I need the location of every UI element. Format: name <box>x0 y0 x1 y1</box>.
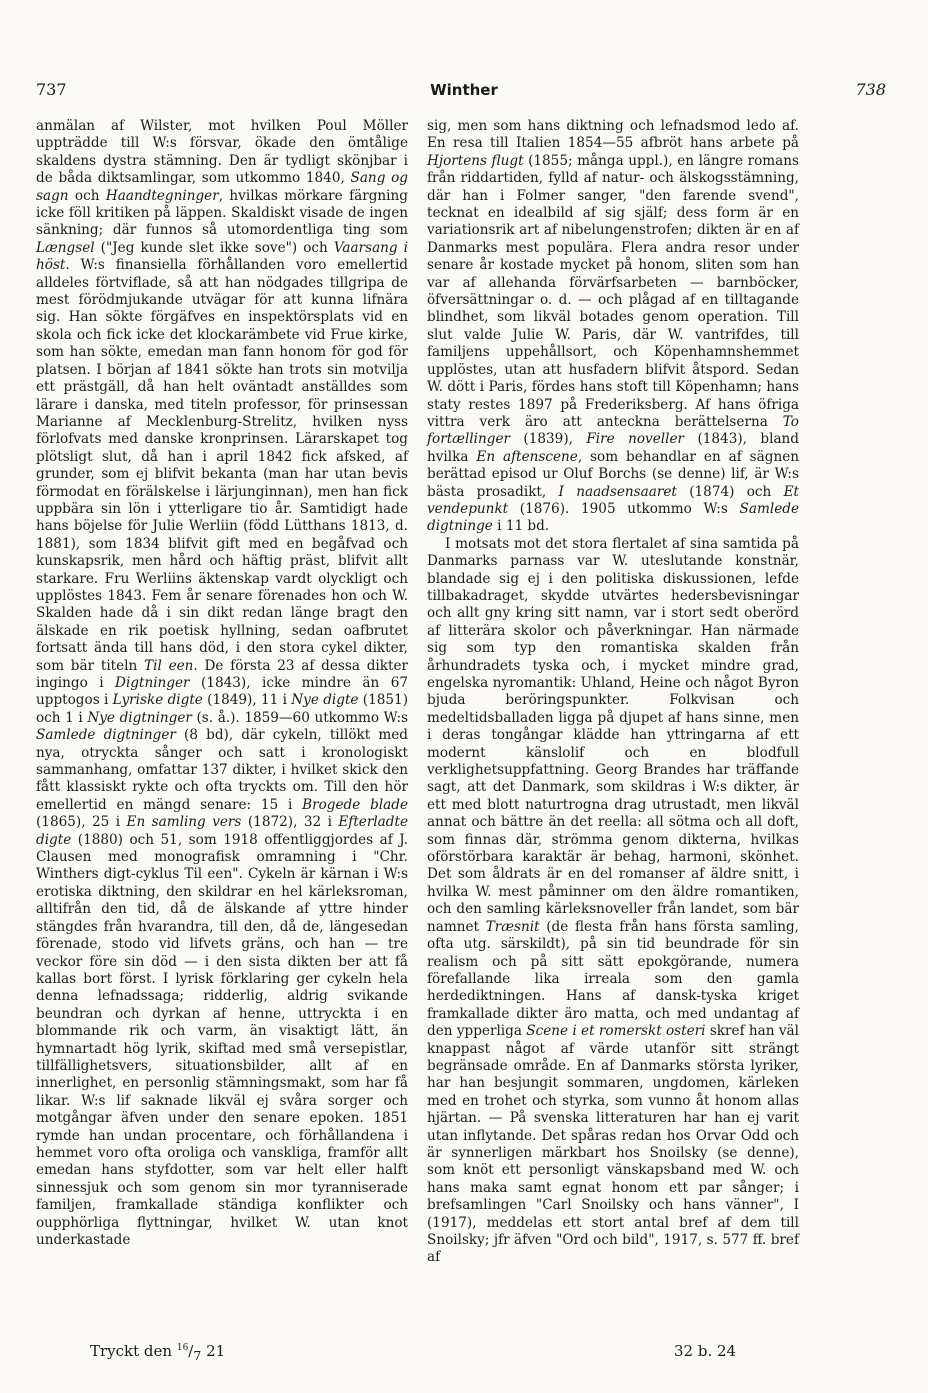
text-run: (8 bd), där cykeln, tillökt med nya, otryckta sånger och satt i kronologiskt sammanhang, omfattar 137 dikter, i hvilket skick den fått klassiskt rykte och ofta tryckts om. Till den hör emellertid en mängd senare: 15 i <box>36 727 408 813</box>
text-run: (1876). 1905 utkommo W:s <box>508 500 740 517</box>
page-number-left: 737 <box>36 80 67 99</box>
italic-title: To fortællinger <box>427 413 799 448</box>
italic-title: En aftenscene <box>476 448 578 465</box>
text-run: (1872), 32 i <box>241 814 339 831</box>
text-column-right <box>427 118 799 1267</box>
text-run: (1874) och <box>676 483 784 500</box>
text-column-left <box>36 118 408 1249</box>
italic-title: Haandtegninger <box>105 187 219 204</box>
signature-mark: 32 b. 24 <box>674 1342 737 1360</box>
italic-title: Fire noveller <box>586 431 685 448</box>
text-run: (1865), 25 i <box>36 814 127 831</box>
text-run: . W:s finansiella förhållanden voro emellertid alldeles förtviflade, så att han nödgades tillgripa de mest förödmjukande utvägar för att kunna lifnära sig. Han sökte förgäfves en inspektörsplats vid en skola och fick icke det klockarämbete vid Frue kirke, som han sökte, emedan man fann honom för god för platsen. I början af 1841 sökte han trots sin motvilja ett prästgäll, då han helt oväntadt anställdes som lärare i danska, med titeln professor, för prinsessan Marianne af Mecklenburg-Strelitz, hvilken nyss förlofvats med danske kronprinsen. Lärarskapet tog plötsligt slut, då han i april 1842 fick afsked, af grunder, som ej blifvit bekanta (man har utan bevis förmodat en förälskelse i lärjunginnan), men han fick uppbära sin lön i ytterligare tio år. Samtidigt hade hans böjelse för Julie Werliin (född Lütthans 1813, d. 1881), som 1834 blifvit gift med en begåfvad och kunskapsrik, men hård och häftig präst, blifvit allt starkare. Fru Werliins äktenskap vardt olyckligt och upplöstes 1843. Fem år senare förenades hon och W. Skalden hade då i sin dikt redan länge bragt den älskade en rik poetisk hyllning, sedan oafbrutet fortsatt ända till hans död, i den stora cykel dikter, som bär titeln <box>36 257 408 674</box>
italic-title: En samling vers <box>126 814 242 831</box>
paragraph <box>427 536 799 1267</box>
text-run: skref han väl knappast något af värde utanför sitt strängt begränsade område. En af Danmarks största lyriker, har han besjungit sommaren, ungdomen, kärleken med en trohet och styrka, som vunno åt honom allas hjärtan. — På svenska litteraturen har han ej varit utan inflytande. Det spåras redan hos Orvar Odd och är synnerligen märkbart hos Snoilsky (se denne), som knöt ett personligt vänskapsband med W. och hans maka samt egnat honom ett par sånger; i brefsamlingen "Carl Snoilsky och hans vänner", I (1917), meddelas ett stort antal bref af dem till Snoilsky; jfr äfven "Ord och bild", 1917, s. 577 ff. bref af <box>427 1023 799 1266</box>
text-run: (1855; många uppl.), en längre romans från riddartiden, fylld af natur- och älskogsstämning, där han i Folmer sanger, "den farende svend", tecknat en idealbild af sig själf; dess form är en variationsrik art af nibelungenstrofen; dikten är en af Danmarks mest populära. Flera andra resor under senare år kostade mycket på honom, sliten som han var af allehanda förvärfsarbeten — barnböcker, öfversättningar o. d. — och plågad af en tilltagande blindhet, som likväl botades genom operation. Till slut valde Julie W. Paris, där W. vantrifdes, till familjens uppehållsort, och Köpenhamnshemmet upplöstes, utan att husfadern blifvit åtspord. Sedan W. dött i Paris, fördes hans stoft till Köpenhamn; hans staty restes 1897 på Frederiksberg. Af hans öfriga vittra verk äro att anteckna berättelserna <box>427 152 799 430</box>
text-run: , som behandlar en af sägnen berättad episod ur Oluf Borchs (se denne) lif, är W:s bästa prosadikt, <box>427 448 799 500</box>
italic-title: Lyriske digte <box>112 692 203 709</box>
italic-title: Scene i et romerskt osteri <box>526 1023 706 1040</box>
text-run: . De första 23 af dessa dikter ingingo i <box>36 657 408 691</box>
text-run: (1843), bland hvilka <box>427 431 800 465</box>
italic-title: Sang og sagn <box>36 170 408 204</box>
text-run: (de flesta från hans första samling, ofta utg. särskildt), på sin tid beundrade för sin realism och på sitt sätt epokgörande, numera förefallande lika irreala som den gamla herdediktningen. Hans af dansk-tyska kriget framkallade dikter äro matta, och med undantag af den ypperliga <box>427 918 799 1040</box>
text-run: och <box>68 187 106 204</box>
text-run: (1880) och 51, som 1918 offentliggjordes af J. Clausen med monografisk omramning i "Chr. Winthers digt-cyklus Til een". Cykeln är kärnan i W:s erotiska diktning, den skildrar en hel kärleksroman, alltifrån den tid, då de älskande af yttre hinder stängdes från hvarandra, till den, då de, längesedan förenade, stodo vid lifvets gräns, och han — tre veckor före sin död — i den sista dikten ber att få kallas bort först. I lyrisk förklaring ger cykeln hela denna lefnadssaga; ridderlig, aldrig svikande beundran och dyrkan af henne, uttryckta i en blommande rik och varm, än visaktigt lätt, än hymnartadt hög lyrik, skiftad med små versepistlar, tillfällighetsvers, situationsbilder, allt af en innerlighet, en personlig stämningsmakt, som har få likar. W:s lif saknade likväl ej svåra sorger och motgångar äfven under den senare epoken. 1851 rymde han undan procentare, och förhållandena i hemmet voro ofta oroliga och vanskliga, framför allt emedan hans styfdotter, som var helt eller halft sinnessjuk och som genom sin mor tyranniserade familjen, framkallade ständiga konflikter och oupphörliga flyttningar, hvilket W. utan knot underkastade <box>36 831 408 1248</box>
text-run: anmälan af Wilster, mot hvilken Poul Möller uppträdde till W:s försvar, ökade den ömtålige skaldens dystra stämning. Den är tydligt skönjbar i de båda diktsamlingar, som utkommo 1840, <box>36 118 408 187</box>
text-run: (1839), <box>510 431 587 448</box>
italic-title: Samlede digtninge <box>427 500 799 535</box>
italic-title: Vaarsang i höst <box>36 239 409 274</box>
italic-title: I naadsensaaret <box>558 483 677 500</box>
italic-title: Efterladte digte <box>36 814 408 848</box>
italic-title: Træsnit <box>485 918 540 935</box>
italic-title: Til een <box>144 657 194 674</box>
paragraph <box>36 118 408 1249</box>
text-run: (1851) och 1 i <box>36 692 409 726</box>
text-run: (1849), 11 i <box>202 692 292 709</box>
italic-title: Nye digtninger <box>87 709 192 726</box>
italic-title: Et vendepunkt <box>427 483 800 517</box>
text-run: sig, men som hans diktning och lefnadsmod ledo af. En resa till Italien 1854—55 afbröt hans arbete på <box>427 118 799 152</box>
italic-title: Hjortens flugt <box>427 152 524 169</box>
text-run: , hvilkas mörkare färgning icke föll kritiken på läppen. Skaldiskt visade de ingen sänkning; där funnos så utomordentliga ting som <box>36 187 408 239</box>
paragraph <box>427 118 799 536</box>
text-run: (s. å.). 1859—60 utkommo W:s <box>191 709 408 726</box>
text-run: I motsats mot det stora flertalet af sina samtida på Danmarks parnass var W. uteslutande konstnär, blandade sig ej i den politiska diskussionen, lefde tillbakadraget, skydde utvärtes hedersbevisningar och allt gny kring sitt namn, var i stort sedt oberörd af litterära skolor och påverkningar. Han närmade sig som typ den romantiska skalden från århundradets tyska och, i mycket mindre grad, engelska nyromantik: Uhland, Heine och något Byron bjuda beröringspunkter. Folkvisan och medeltidsballaden ligga på djupet af hans sinne, men i deras tongångar klädde han yttringarna af ett modernt känslolif och en blodfull verklighetsuppfattning. Georg Brandes har träffande sagt, att det Danmark, som skildras i W:s dikter, är ett med blott naturtrogna drag utrustadt, men likväl annat och bättre än det reella: all sötma och all doft, som finnas där, strömma genom dikterna, hvilkas oförstörbara karaktär är behag, harmoni, skönhet. Det som åldrats är en del romanser af äldre snitt, i hvilka W. mest påminner om den äldre romantiken, och den samling kärleksnoveller från landet, som bär namnet <box>427 535 799 935</box>
italic-title: Brogede blade <box>302 796 408 813</box>
text-run: i 11 bd. <box>492 518 550 535</box>
text-run: ("Jeg kunde slet ikke sove") och <box>94 239 334 256</box>
italic-title: Længsel <box>36 239 95 256</box>
italic-title: Nye digte <box>291 692 359 709</box>
page-number-right: 738 <box>855 80 886 99</box>
print-date: Tryckt den $^{16}/_7$ 21 <box>90 1342 226 1363</box>
italic-title: Digtninger <box>115 675 190 691</box>
text-run: (1843), icke mindre än 67 upptogos i <box>36 675 408 709</box>
italic-title: Samlede digtninger <box>36 727 176 744</box>
running-title: Winther <box>430 81 498 99</box>
